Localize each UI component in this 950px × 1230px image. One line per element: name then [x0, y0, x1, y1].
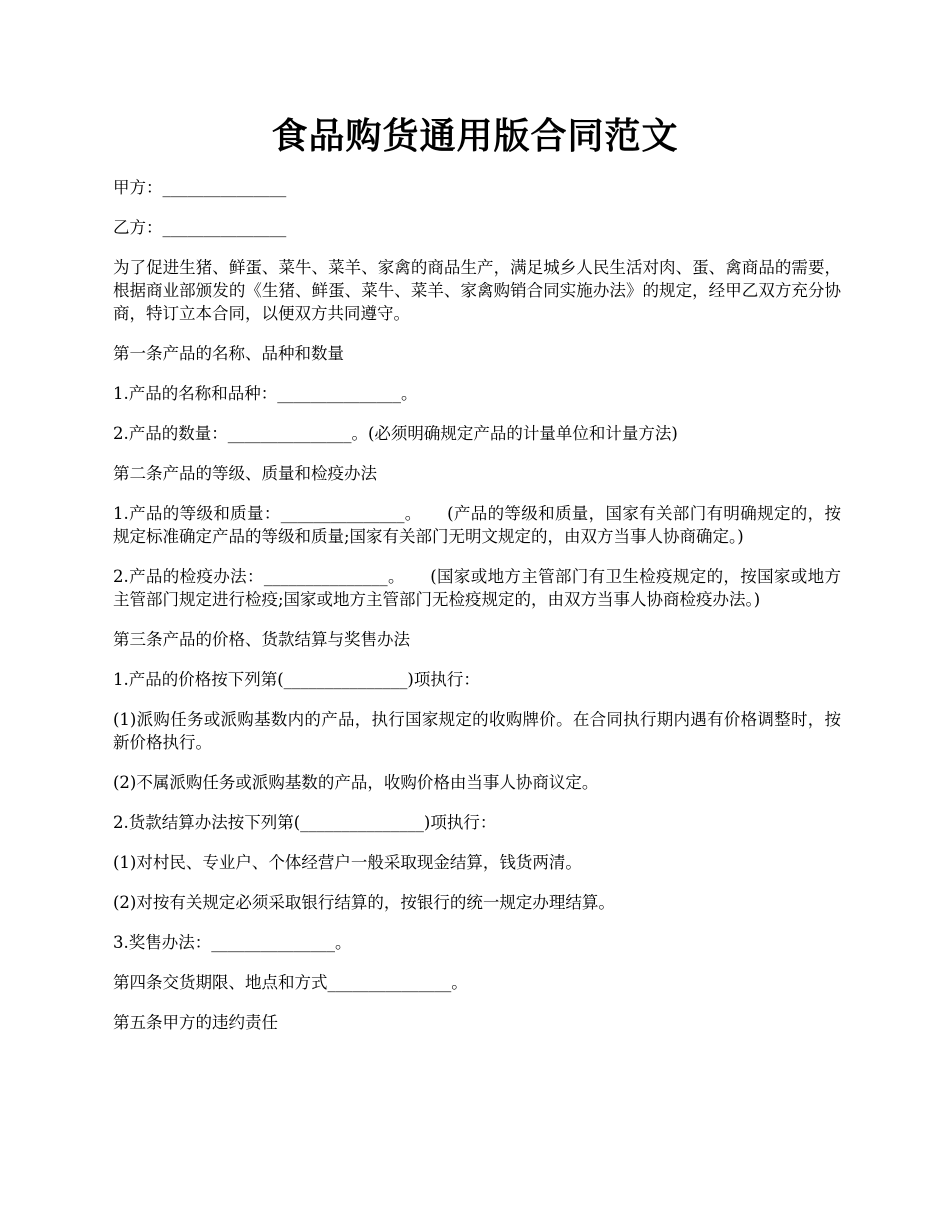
- article-5-heading: 第五条甲方的违约责任: [113, 1013, 278, 1032]
- article-1-item-1: 1.产品的名称和品种：_______________。: [113, 384, 418, 403]
- article-3-item-2: 2.货款结算办法按下列第(_______________)项执行：: [113, 813, 497, 832]
- party-a-line: 甲方：_______________: [113, 178, 287, 197]
- article-4-heading: 第四条交货期限、地点和方式_______________。: [113, 973, 468, 992]
- article-3-heading: 第三条产品的价格、货款结算与奖售办法: [113, 630, 410, 649]
- article-3-item-1-option-2: (2)不属派购任务或派购基数的产品，收购价格由当事人协商议定。: [113, 773, 599, 792]
- article-3-item-1: 1.产品的价格按下列第(_______________)项执行：: [113, 670, 480, 689]
- article-2-item-1: 1.产品的等级和质量：_______________。 (产品的等级和质量，国家有关部门有明确规定的，按规定标准确定产品的等级和质量;国家有关部门无明文规定的，由双方当事人协商确定。): [113, 504, 841, 546]
- article-3-item-1-option-1: (1)派购任务或派购基数内的产品，执行国家规定的收购牌价。在合同执行期内遇有价格调整时，按新价格执行。: [113, 710, 841, 752]
- preamble-paragraph: 为了促进生猪、鲜蛋、菜牛、菜羊、家禽的商品生产，满足城乡人民生活对肉、蛋、禽商品的需要，根据商业部颁发的《生猪、鲜蛋、菜牛、菜羊、家禽购销合同实施办法》的规定，经甲乙双方充分协商，特订立本合同，以便双方共同遵守。: [113, 258, 841, 323]
- article-3-item-2-option-2: (2)对按有关规定必须采取银行结算的，按银行的统一规定办理结算。: [113, 893, 615, 912]
- document-body: [113, 176, 841, 1051]
- article-1-heading: 第一条产品的名称、品种和数量: [113, 344, 344, 363]
- document-title: 食品购货通用版合同范文: [271, 115, 679, 157]
- party-b-line: 乙方：_______________: [113, 218, 287, 237]
- article-1-item-2: 2.产品的数量：_______________。(必须明确规定产品的计量单位和计量方法): [113, 424, 678, 443]
- article-3-item-2-option-1: (1)对村民、专业户、个体经营户一般采取现金结算，钱货两清。: [113, 853, 582, 872]
- article-2-heading: 第二条产品的等级、质量和检疫办法: [113, 464, 377, 483]
- article-2-item-2: 2.产品的检疫办法：_______________。 (国家或地方主管部门有卫生检疫规定的，按国家或地方主管部门规定进行检疫;国家或地方主管部门无检疫规定的，由双方当事人协商检疫办法。): [113, 567, 841, 609]
- article-3-item-3: 3.奖售办法：_______________。: [113, 933, 352, 952]
